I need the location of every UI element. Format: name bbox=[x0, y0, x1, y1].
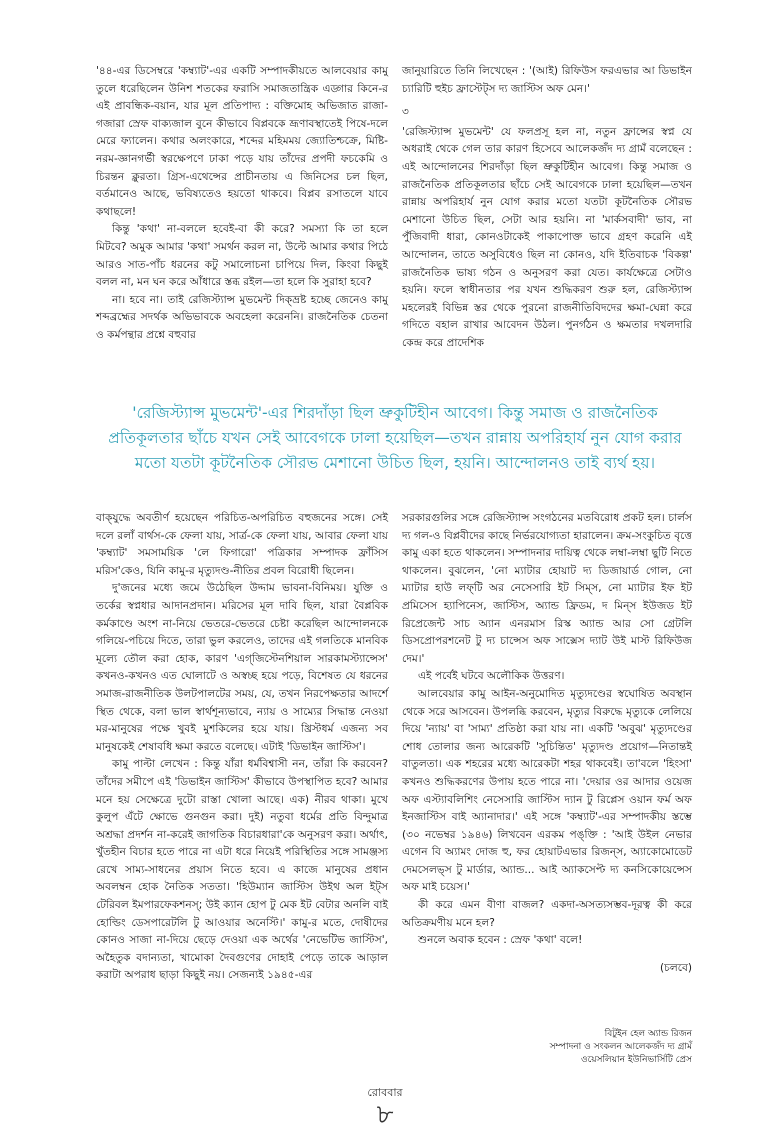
paragraph: দু'জনের মধ্যে জমে উঠেছিল উদ্দাম ভাবনা-বিনিময়। যুক্তি ও তর্কের স্বপ্নধার আদানপ্রদান। মরিসের মূল দাবি ছিল, যারা বৈপ্লবিক কর্মকাণ্ডে অংশ না-নিয়ে ভেতরে-ভেতরে চেষ্টা করেছিল আন্দোলনকে গলিয়ে-পচিয়ে দিতে, তারা ভুল করলেও, তাদের এই গলতিকে মানবিক মূল্যে তৌল করা হোক, কারণ 'এগ্‌জিস্টেনশিয়াল সারকামস্ট্যান্সেস' কখনও-কখনও এত ঘোলাটে ও অস্বচ্ছ হয়ে পড়ে, বিশেষত যে ধরনের সমাজ-রাজনীতিক উলটপালটের সময়, যে, তখন নিরপেক্ষতার আদর্শে স্থিত থেকে, বলা ভাল স্বার্থশূন্যভাবে, ন্যায় ও সাম্যের সিদ্ধান্ত নেওয়া মর-মানুষের পক্ষে খুবই মুশকিলের হয়ে যায়। খ্রিস্টধর্ম এজন্য সব মানুষকেই শেষাবধি ক্ষমা করতে বলেছে। এটাই 'ডিভাইন জাস্টিস'। bbox=[96, 582, 388, 753]
source-book-title: বিটুইন হেল অ্যান্ড রিজন bbox=[604, 1029, 692, 1039]
paragraph: সরকারগুলির সঙ্গে রেজিস্ট্যান্স সংগঠনের মতবিরোধ প্রকট হল। চার্লস দ্য গল-ও বিপ্লবীদের কাছে নির্ভরযোগ্যতা হারালেন। ক্রম-সংকুচিত বৃত্তে কামু একা হতে থাকলেন। সম্পাদনার দায়িত্ব থেকে লম্বা-লম্বা ছুটি নিতে থাকলেন। বুঝলেন, 'নো ম্যাটার হোয়াট দ্য ডিজায়ার্ড গোল, নো ম্যাটার হাউ লফ্‌টি অর নেসেসারি ইট সিম্‌স, নো ম্যাটার ইফ ইট প্রমিসেস হ্যাপিনেস, জাস্টিস, অ্যান্ড ফ্রিডম, দ মিন্‌স ইউজড ইট রিপ্রেজেন্ট সাচ অ্যান এনরমাস রিস্ক অ্যান্ড আর সো গ্রেটলি ডিসপ্রোপরশনেট টু দ্য চান্সেস অফ সাক্সেস দ্যাট উই মাস্ট রিফিউজ দেম।' bbox=[402, 512, 692, 665]
page-number: ৮ bbox=[376, 1100, 394, 1130]
bottom-right-column bbox=[402, 510, 692, 977]
paragraph: 'রেজিস্ট্যান্স মুভমেন্ট' যে ফলপ্রসূ হল না, নতুন ফ্রান্সের স্বপ্ন যে অধরাই থেকে গেল তার কারণ হিসেবে আলেকজঁদ দ্য গ্রামঁ বলেছেন : এই আন্দোলনের শিরদাঁড়া ছিল ভ্রুকুটিহীন আবেগ। কিন্তু সমাজ ও রাজনৈতিক প্রতিকূলতার ছাঁচে সেই আবেগকে ঢালা হয়েছিল—তখন রান্নায় অপরিহার্য নুন যোগ করার মতো যতটা কূটনৈতিক সৌরভ মেশানো উচিত ছিল, সেটা আর হয়নি। না 'মার্কসবাদী' ভাব, না পুঁজিবাদী ধারা, কোনওটাকেই পাকাপোক্ত ভাবে গ্রহণ করেনি এই আন্দোলন, তাতে অসুবিধেও ছিল না কোনও, যদি ইতিবাচক 'বিকল্প' রাজনৈতিক ভাষ্য গঠন ও অনুসরণ করা যেত। কার্যক্ষেত্রে সেটাও হয়নি। ফলে স্বাধীনতার পর যখন শুদ্ধিকরণ শুরু হল, রেজিস্ট্যান্স মহলেরই বিভিন্ন স্তর থেকে পুরনো রাজনীতিবিদদের ক্ষমা-ঘেন্না করে গদিতে বহাল রাখার আবেদন উঠল। পুনর্গঠন ও ক্ষমতার দখলদারি কেন্দ্র করে প্রাদেশিক bbox=[402, 125, 692, 349]
paragraph: না। হবে না। তাই রেজিস্ট্যান্স মুভমেন্ট দিক্‌ভ্রষ্ট হচ্ছে জেনেও কামু শব্দব্রহ্মের সদর্থক অভিভাবকে অবহেলা করেননি। রাজনৈতিক চেতনা ও কর্মপন্থার প্রশ্নে বহুবার bbox=[96, 293, 388, 341]
paragraph: কী করে এমন বীণা বাজল? একদা-অসত্যসম্ভব-দূরত্ব কী করে অতিক্রমণীয় মনে হল? bbox=[402, 899, 692, 929]
magazine-name: রোববার bbox=[367, 1086, 403, 1099]
top-left-column bbox=[96, 63, 388, 345]
paragraph: কামু পাল্টা লেখেন : কিন্তু যাঁরা ধর্মবিশ্বাসী নন, তাঁরা কি করবেন? তাঁদের সমীপে এই 'ডিভাইন জাস্টিস' কীভাবে উপস্থাপিত হবে? আমার মনে হয় সেক্ষেত্রে দুটো রাস্তা খোলা আছে। এক) নীরব থাকা। মুখে কুলুপ এঁটে ক্ষোভে গুনগুন করা। দুই) নতুবা ধর্মের প্রতি বিন্দুমাত্র অশ্রদ্ধা প্রদর্শন না-করেই জাগতিক বিচারধারা'কে অনুসরণ করা। অর্থাৎ, খুঁতহীন বিচার হতে পারে না এটা ধরে নিয়েই পরিস্থিতির সঙ্গে সামঞ্জস্য রেখে সাম্য-সাধনের প্রয়াস নিতে হবে। এ কাজে মানুষের প্রধান অবলম্বন হোক নৈতিক সততা। 'হিউম্যান জাস্টিস উইথ অল ইট্‌স টেরিবল ইমপারফেকশনস্‌; উই ক্যান হোপ টু মেক ইট বেটার অনলি বাই হোল্ডিং ডেসপারেটলি টু আওয়ার অনেস্টি।' কামু-র মতে, দোষীদের কোনও সাজা না-দিয়ে ছেড়ে দেওয়া এক অর্থের 'নেভেটিভ জাস্টিস', অহৈতুক বদান্যতা, খামোকা দৈবগুণের দোহাই পেড়ে তাকে আড়াল করাটা অপরাধ ছাড়া কিছুই নয়। সেজন্যই ১৯৪৫-এর bbox=[96, 758, 388, 982]
bottom-left-column bbox=[96, 510, 388, 985]
paragraph: '৪৪-এর ডিসেম্বরে 'কম্ব্যাট'-এর একটি সম্পাদকীয়তে আলবেয়ার কামু তুলে ধরেছিলেন উনিশ শতকের ফরাসি সমাজতান্ত্রিক এড্গার কিনে-র এই প্রাবন্ধিক-বয়ান, যার মূল প্রতিপাদ্য : বক্তিমোহ অভিজাত রাজা-গজারা স্রেফ বাক্যজাল বুনে কীভাবে বিপ্লবকে ভ্রূণাবস্থাতেই পিষে-দলে মেরে ফ্যালেন। কথার অলংকারে, শব্দের মহিমময় জ্যোতিশ্চক্রে, মিষ্টি-নরম-জ্ঞানগর্ভী স্বরক্ষেপণে ঢাকা পড়ে যায় তাঁদের প্রপদী ফচকেমি ও চিরন্তন ক্লুরতা। গ্রিস-এথেন্সের প্রাচীনতায় এ জিনিসের চল ছিল, বর্তমানেও আছে, ভবিষ্যতেও হয়তো থাকবে। বিপ্লব রসাতলে যাবে কথাছলে! bbox=[96, 65, 388, 218]
source-credit bbox=[470, 1028, 692, 1067]
paragraph: বাক্‌যুদ্ধে অবতীর্ণ হয়েছেন পরিচিত-অপরিচিত বহুজনের সঙ্গে। সেই দলে রলাঁ বার্থস-কে ফেলা যায়, সার্ত্র-কে ফেলা যায়, আবার ফেলা যায় 'কম্ব্যাট' সমসাময়িক 'লে ফিগারো' পত্রিকার সম্পাদক ফ্রাঁসিস মরিস'কেও, যিনি কামু-র মৃত্যুদণ্ড-নীতির প্রবল বিরোধী ছিলেন। bbox=[96, 512, 388, 577]
paragraph: আলবেয়ার কামু আইন-অনুমোদিত মৃত্যুদণ্ডের স্বঘোষিত অবস্থান থেকে সরে আসবেন। উপলব্ধি করবেন, মৃত্যুর বিরুদ্ধে মৃত্যুকে লেলিয়ে দিয়ে 'ন্যায়' বা 'সাম্য' প্রতিষ্ঠা করা যায় না। একটি 'অবুঝ' মৃত্যুদণ্ডের শোধ তোলার জন্য আরেকটি 'সুচিন্তিত' মৃত্যুদণ্ড প্রয়োগ—নিতান্তই বাতুলতা। এক শহরের মধ্যে আরেকটা শহর থাকবেই। তা'বলে 'হিংসা' কখনও শুদ্ধিকরণের উপায় হতে পারে না। 'দেয়ার ওর আদার ওয়েজ অফ এস্ট্যাবলিশিং নেসেসারি জাস্টিস দ্যান টু রিপ্লেস ওয়ান ফর্ম অফ ইনজাস্টিস বাই অ্যানাদার।' এই সঙ্গে 'কম্ব্যাট'-এর সম্পাদকীয় স্তম্ভে (৩০ নভেম্বর ১৯৪৬) লিখবেন এরকম পঙ্‌ক্তি : 'আই উইল নেভার এগেন বি অ্যামং দোজ হু, ফর হোয়াটএভার রিজন্‌স, অ্যাকোমোডেট দেমসেলভ্‌স টু মার্ডার, অ্যান্ড... আই অ্যাকসেপ্ট দ্য কনসিকোয়েন্সেস অফ মাই চয়েস।' bbox=[402, 687, 692, 894]
paragraph: জানুয়ারিতে তিনি লিখেছেন : '(আই) রিফিউস ফরএভার আ ডিভাইন চ্যারিটি হুইচ ফ্রাস্টেট্‌স দ্য জাস্টিস অফ মেন।' bbox=[402, 65, 692, 95]
section-number: ৩ bbox=[402, 106, 409, 119]
paragraph: কিন্তু 'কথা' না-বললে হবেই-বা কী করে? সমস্যা কি তা হলে মিটবে? অমুক আমার 'কথা' সমর্থন করল না, উল্টে আমার কথার পিঠে আরও সাত-পাঁচ ধরনের কটু সমালোচনা চাপিয়ে দিল, কিংবা কিছুই বলল না, মন ঘন করে আঁধারে স্তব্ধ রইল—তা হলে কি সুরাহা হবে? bbox=[96, 223, 388, 289]
source-editor: সম্পাদনা ও সংকলন আলেকজঁদ দ্য গ্রামঁ bbox=[549, 1042, 692, 1052]
pull-quote: 'রেজিস্ট্যান্স মুভমেন্ট'-এর শিরদাঁড়া ছিল ভ্রুকুটিহীন আবেগ। কিন্তু সমাজ ও রাজনৈতিক প্রতিকূলতার ছাঁচে যখন সেই আবেগকে ঢালা হয়েছিল—তখন রান্নায় অপরিহার্য নুন যোগ করার মতো যতটা কূটনৈতিক সৌরভ মেশানো উচিত ছিল, হয়নি। আন্দোলনও তাই ব্যর্থ হয়। bbox=[108, 404, 682, 472]
continued-label: (চলবে) bbox=[659, 961, 692, 974]
top-right-column bbox=[402, 63, 692, 353]
source-publisher: ওয়েসলিয়ান ইউনিভার্সিটি প্রেস bbox=[580, 1055, 692, 1065]
paragraph: এই পর্বেই ঘটবে অলৌকিক উত্তরণ। bbox=[418, 670, 565, 683]
paragraph: শুনলে অবাক হবেন : স্রেফ 'কথা' বলে! bbox=[418, 934, 583, 947]
